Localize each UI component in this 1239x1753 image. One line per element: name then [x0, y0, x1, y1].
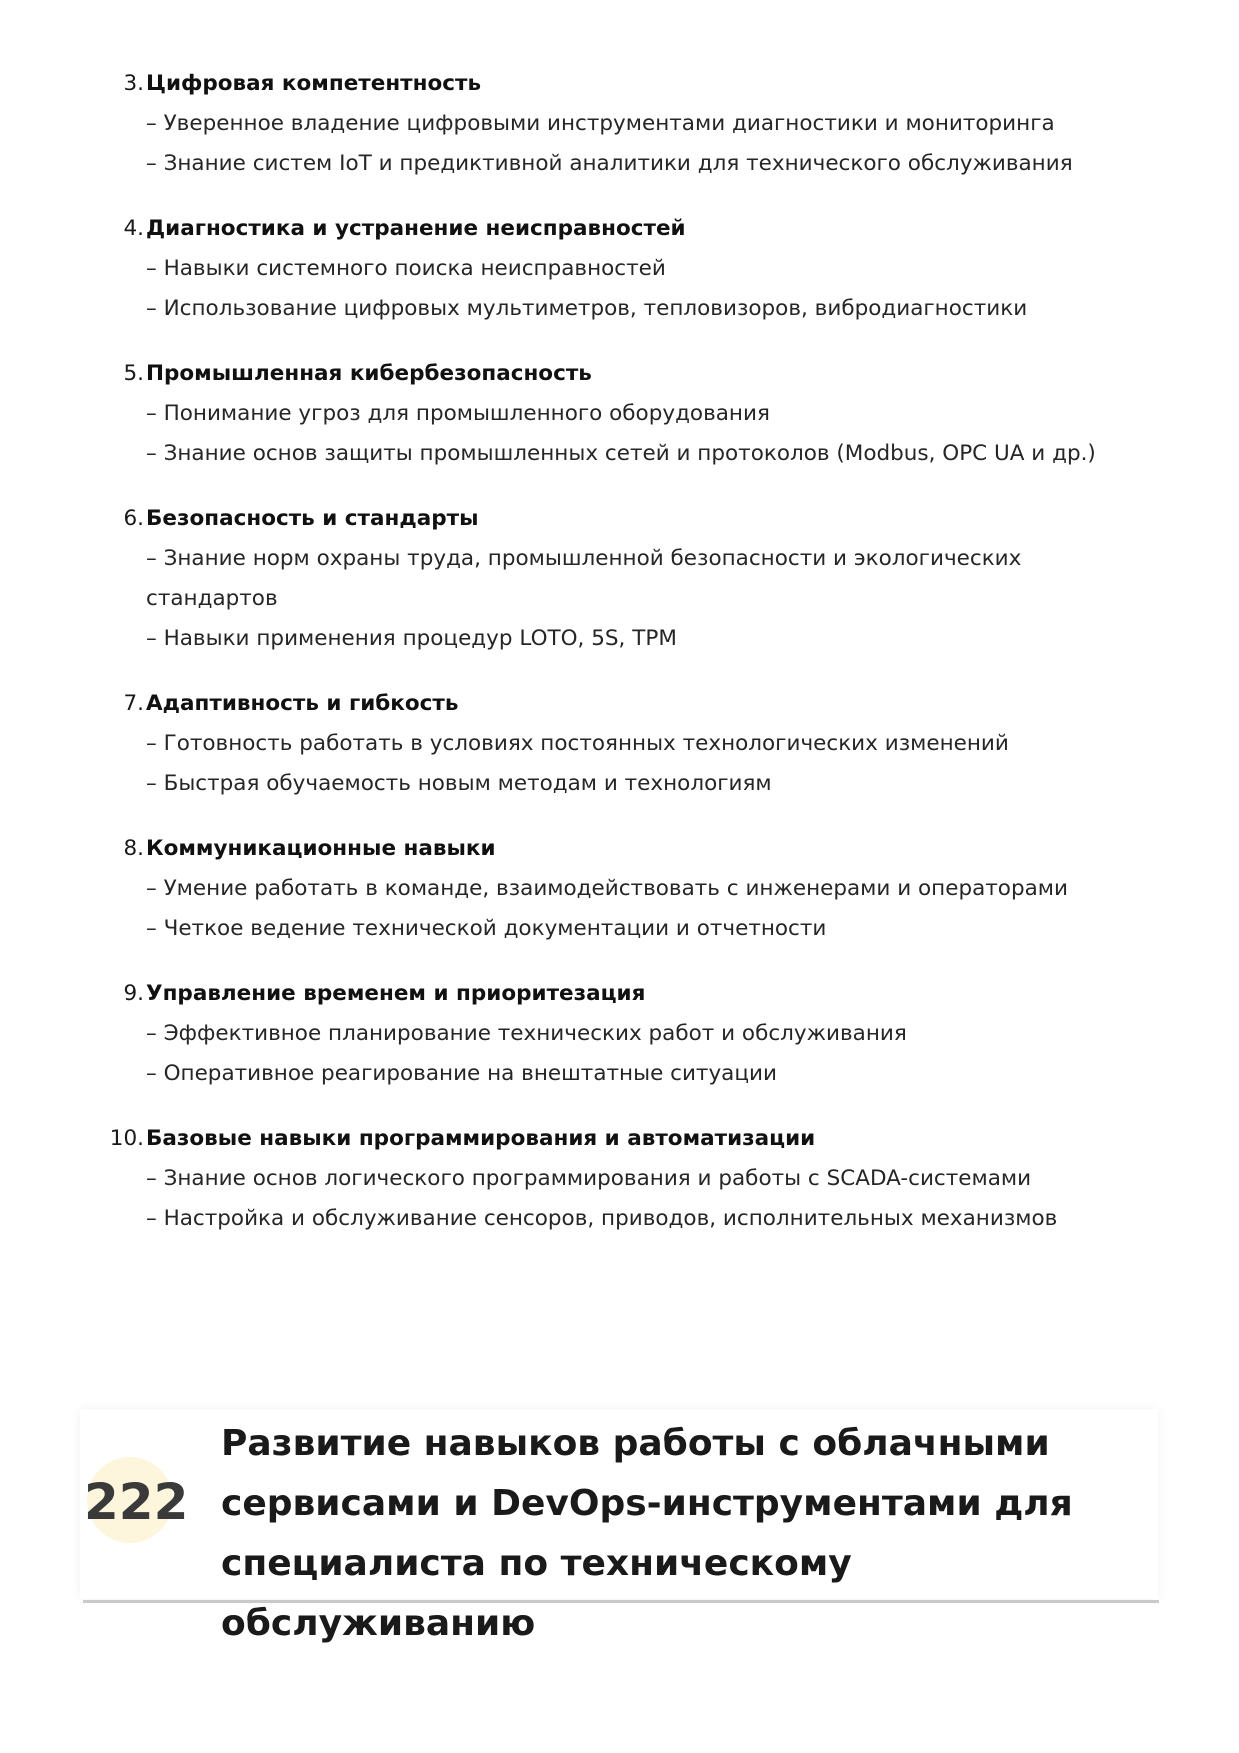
list-item — [0, 974, 1239, 1094]
section-heading — [0, 209, 1239, 249]
bullet-text: – Быстрая обучаемость новым методам и технологиям — [146, 771, 772, 796]
section-heading — [0, 499, 1239, 539]
bullet-text: – Знание систем IoT и предиктивной аналитики для технического обслуживания — [146, 151, 1073, 176]
section-number: 3. — [123, 71, 144, 96]
bullet-text: – Оперативное реагирование на внештатные ситуации — [146, 1061, 777, 1086]
section-heading — [0, 829, 1239, 869]
bullet-text: – Готовность работать в условиях постоянных технологических изменений — [146, 731, 1009, 756]
section-title: Адаптивность и гибкость — [146, 691, 459, 716]
divider — [83, 1600, 1159, 1603]
section-number: 8. — [123, 836, 144, 861]
bullet-text: – Эффективное планирование технических работ и обслуживания — [146, 1021, 907, 1046]
bullet-text: – Использование цифровых мультиметров, тепловизоров, вибродиагностики — [146, 296, 1028, 321]
section-heading — [0, 974, 1239, 1014]
bullet-text: – Понимание угроз для промышленного оборудования — [146, 401, 770, 426]
section-number: 5. — [123, 361, 144, 386]
bullet-text: – Уверенное владение цифровыми инструментами диагностики и мониторинга — [146, 111, 1055, 136]
list-item — [0, 64, 1239, 184]
section-heading — [0, 1119, 1239, 1159]
section-number: 10. — [109, 1126, 144, 1151]
list-item — [0, 1119, 1239, 1239]
bullet-text: – Умение работать в команде, взаимодействовать с инженерами и операторами — [146, 876, 1068, 901]
section-heading — [0, 684, 1239, 724]
section-title: Безопасность и стандарты — [146, 506, 479, 531]
section-title: Базовые навыки программирования и автоматизации — [146, 1126, 816, 1151]
bullet-text: – Навыки системного поиска неисправностей — [146, 256, 666, 281]
section-title: Управление временем и приоритезация — [146, 981, 646, 1006]
bullet-text: – Знание основ логического программирования и работы с SCADA-системами — [146, 1166, 1032, 1191]
section-number: 7. — [123, 691, 144, 716]
bullet-text: – Настройка и обслуживание сенсоров, приводов, исполнительных механизмов — [146, 1206, 1058, 1231]
section-title: Коммуникационные навыки — [146, 836, 496, 861]
section-title: Цифровая компетентность — [146, 71, 482, 96]
list-item — [0, 684, 1239, 804]
section-number: 6. — [123, 506, 144, 531]
bullet-text: – Навыки применения процедур LOTO, 5S, TPM — [146, 626, 677, 651]
skill-list — [0, 64, 1239, 1264]
section-title: Диагностика и устранение неисправностей — [146, 216, 686, 241]
list-item — [0, 829, 1239, 949]
section-heading — [0, 354, 1239, 394]
list-item — [0, 209, 1239, 329]
list-item — [0, 499, 1239, 659]
chapter-number: 222 — [84, 1473, 189, 1531]
bullet-text: – Четкое ведение технической документации и отчетности — [146, 916, 827, 941]
section-title: Промышленная кибербезопасность — [146, 361, 592, 386]
list-item — [0, 354, 1239, 474]
bullet-text: – Знание основ защиты промышленных сетей и протоколов (Modbus, OPC UA и др.) — [146, 441, 1096, 466]
chapter-title: Развитие навыков работы с облачными сервисами и DevOps-инструментами для специалиста по техническому обслуживанию — [221, 1423, 1073, 1644]
section-number: 4. — [123, 216, 144, 241]
section-number: 9. — [123, 981, 144, 1006]
bullet-text: – Знание норм охраны труда, промышленной безопасности и экологических стандартов — [146, 546, 1022, 611]
section-heading — [0, 64, 1239, 104]
